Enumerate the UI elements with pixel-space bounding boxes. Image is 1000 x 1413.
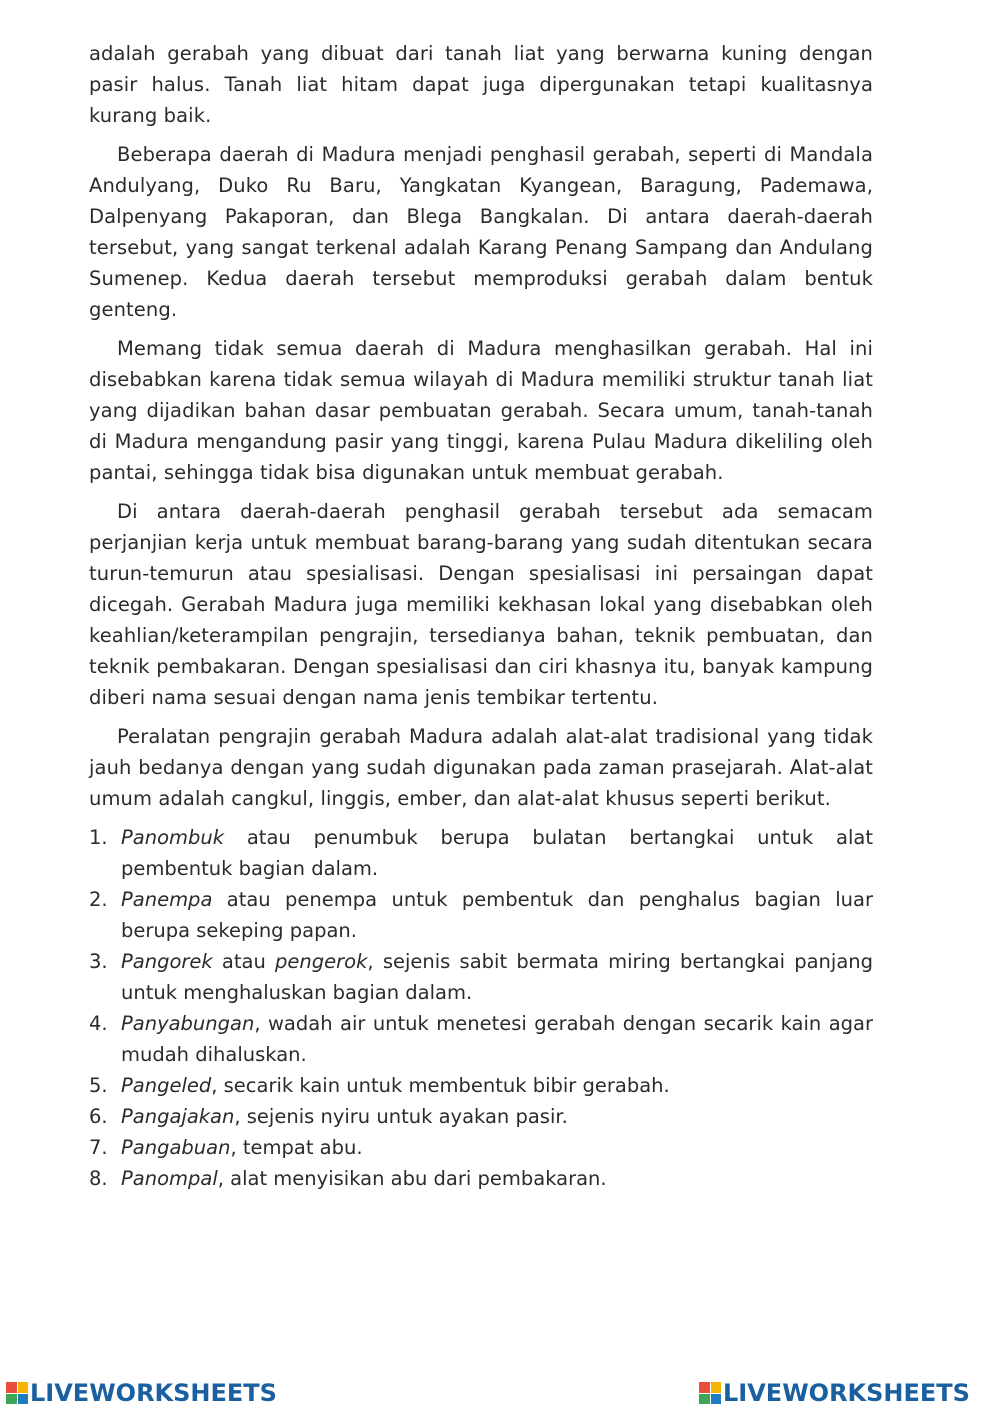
tool-description: , sejenis nyiru untuk ayakan pasir. (234, 1105, 568, 1128)
liveworksheets-logo-icon (699, 1382, 721, 1404)
footer-logo-right[interactable] (699, 1379, 970, 1407)
tool-description: , secarik kain untuk membentuk bibir gerabah. (211, 1074, 670, 1097)
list-number: 3. (89, 950, 108, 973)
paragraph-4: Di antara daerah-daerah penghasil gerabah tersebut ada semacam perjanjian kerja untuk membuat barang-barang yang sudah ditentukan secara turun-temurun atau spesialisasi. Dengan spesialisasi ini persaingan dapat dicegah. Gerabah Madura juga memiliki kekhasan lokal yang disebabkan oleh keahlian/keterampilan pengrajin, tersedianya bahan, teknik pembuatan, dan teknik pembakaran. Dengan spesialisasi dan ciri khasnya itu, banyak kampung diberi nama sesuai dengan nama jenis tembikar tertentu. (89, 500, 873, 709)
tool-description: atau penempa untuk pembentuk dan penghalus bagian luar berupa sekeping papan. (121, 888, 873, 942)
tool-term: Panompal (121, 1167, 218, 1190)
tool-description: atau penumbuk berupa bulatan bertangkai untuk alat pembentuk bagian dalam. (121, 826, 873, 880)
document-body (89, 38, 873, 1194)
liveworksheets-logo-icon (6, 1382, 28, 1404)
list-item (89, 1008, 873, 1070)
list-item (89, 1132, 873, 1163)
tool-description: , wadah air untuk menetesi gerabah dengan secarik kain agar mudah dihaluskan. (121, 1012, 873, 1066)
tool-description: atau (212, 950, 276, 973)
list-item (89, 884, 873, 946)
list-item (89, 1070, 873, 1101)
list-number: 7. (89, 1136, 108, 1159)
tool-term-alt: pengerok (275, 950, 368, 973)
list-number: 4. (89, 1012, 108, 1035)
tool-description-cont: , sejenis sabit bermata miring bertangkai panjang untuk menghaluskan bagian dalam. (121, 950, 873, 1004)
list-item (89, 822, 873, 884)
tool-description: , tempat abu. (230, 1136, 363, 1159)
list-number: 5. (89, 1074, 108, 1097)
tools-list (89, 822, 873, 1194)
tool-term: Pangeled (121, 1074, 212, 1097)
list-item (89, 946, 873, 1008)
tool-term: Pangajakan (121, 1105, 235, 1128)
paragraph-3: Memang tidak semua daerah di Madura menghasilkan gerabah. Hal ini disebabkan karena tidak semua wilayah di Madura memiliki struktur tanah liat yang dijadikan bahan dasar pembuatan gerabah. Secara umum, tanah-tanah di Madura mengandung pasir yang tinggi, karena Pulau Madura dikeliling oleh pantai, sehingga tidak bisa digunakan untuk membuat gerabah. (89, 337, 873, 484)
tool-term: Panyabungan (121, 1012, 255, 1035)
list-number: 2. (89, 888, 108, 911)
paragraph-1: adalah gerabah yang dibuat dari tanah liat yang berwarna kuning dengan pasir halus. Tanah liat hitam dapat juga dipergunakan tetapi kualitasnya kurang baik. (89, 42, 873, 127)
tool-term: Panempa (121, 888, 213, 911)
paragraph-5: Peralatan pengrajin gerabah Madura adalah alat-alat tradisional yang tidak jauh bedanya dengan yang sudah digunakan pada zaman prasejarah. Alat-alat umum adalah cangkul, linggis, ember, dan alat-alat khusus seperti berikut. (89, 725, 873, 810)
paragraph-2: Beberapa daerah di Madura menjadi penghasil gerabah, seperti di Mandala Andulyang, Duko Ru Baru, Yangkatan Kyangean, Baragung, Pademawa, Dalpenyang Pakaporan, dan Blega Bangkalan. Di antara daerah-daerah tersebut, yang sangat terkenal adalah Karang Penang Sampang dan Andulang Sumenep. Kedua daerah tersebut memproduksi gerabah dalam bentuk genteng. (89, 143, 873, 321)
footer-logo-left[interactable] (6, 1379, 277, 1407)
logo-text: LIVEWORKSHEETS (723, 1379, 970, 1407)
tool-term: Pangorek (121, 950, 213, 973)
tool-term: Panombuk (121, 826, 225, 849)
list-item (89, 1163, 873, 1194)
tool-description: , alat menyisikan abu dari pembakaran. (217, 1167, 607, 1190)
logo-text: LIVEWORKSHEETS (30, 1379, 277, 1407)
list-number: 8. (89, 1167, 108, 1190)
tool-term: Pangabuan (121, 1136, 231, 1159)
list-number: 1. (89, 826, 108, 849)
list-item (89, 1101, 873, 1132)
list-number: 6. (89, 1105, 108, 1128)
